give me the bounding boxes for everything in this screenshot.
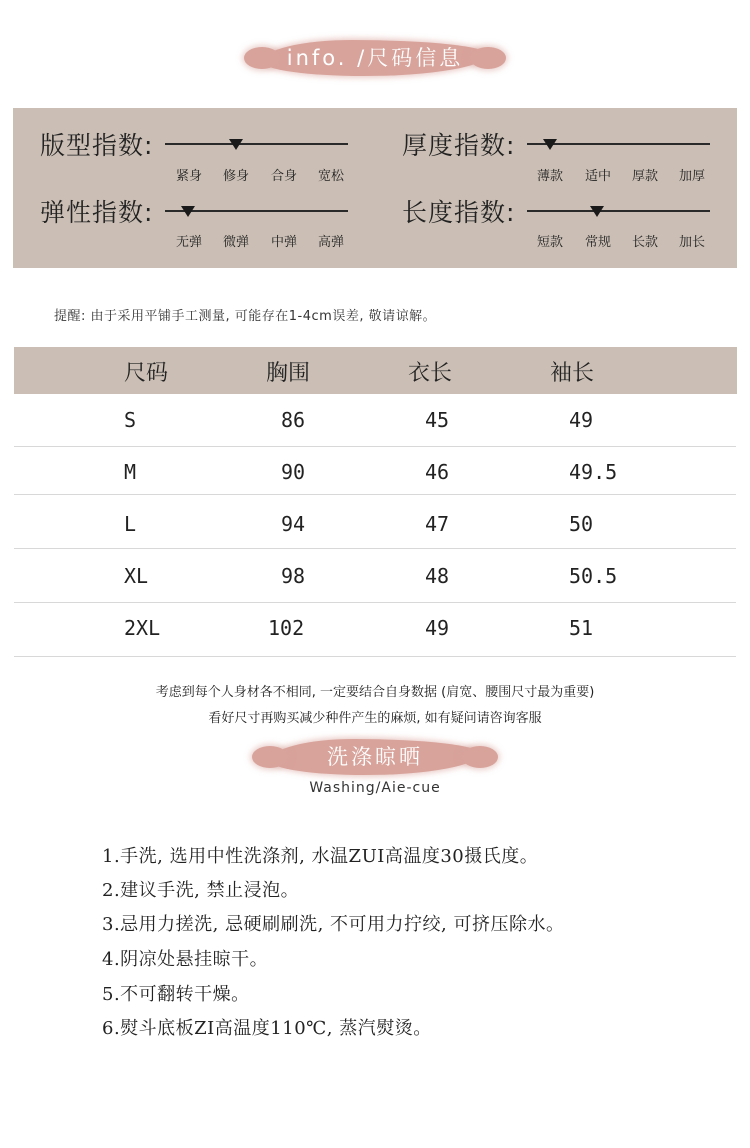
thickness-index-label: 适中: [584, 169, 611, 184]
care-instruction: 2.建议手洗, 禁止浸泡。: [102, 880, 300, 901]
elasticity-index-marker: [181, 206, 195, 217]
fit-index-scale: [165, 143, 348, 145]
wash-header-subtitle: Washing/Aie-cue: [309, 780, 441, 796]
info-header-title: info. /尺码信息: [286, 46, 464, 70]
thickness-index-marker: [543, 139, 557, 150]
size-table-header-cell: 衣长: [408, 361, 453, 386]
care-instruction: 5.不可翻转干燥。: [102, 984, 250, 1005]
size-table-cell: XL: [124, 564, 149, 588]
size-table-cell: 102: [268, 616, 305, 640]
elasticity-index-label: 中弹: [270, 235, 297, 250]
elasticity-index-label: 无弹: [175, 235, 202, 250]
thickness-index-label: 加厚: [678, 169, 705, 184]
size-table-cell: 49.5: [569, 460, 618, 484]
length-index-label: 短款: [536, 235, 563, 250]
care-instruction: 1.手洗, 选用中性洗涤剂, 水温ZUI高温度30摄氏度。: [102, 846, 539, 867]
length-index-marker: [590, 206, 604, 217]
wash-header-title: 洗涤晾晒: [327, 745, 423, 769]
size-table-cell: S: [124, 408, 137, 432]
length-index-label: 长款: [631, 235, 658, 250]
size-table-cell: 50: [569, 512, 594, 536]
size-table-header-cell: 尺码: [124, 361, 169, 386]
size-table-cell: 49: [425, 616, 450, 640]
fit-index-title: 版型指数:: [40, 131, 154, 160]
length-index-title: 长度指数:: [402, 198, 516, 227]
size-table-cell: 46: [425, 460, 450, 484]
care-instruction: 3.忌用力搓洗, 忌硬刷刷洗, 不可用力拧绞, 可挤压除水。: [102, 914, 565, 935]
thickness-index-label: 薄款: [536, 169, 563, 184]
size-table-cell: L: [124, 512, 137, 536]
size-table-header-cell: 胸围: [266, 361, 311, 386]
table-row-divider: [14, 656, 736, 657]
size-table-cell: 51: [569, 616, 594, 640]
table-row-divider: [14, 446, 736, 447]
size-advice-line: 考虑到每个人身材各不相同, 一定要结合自身数据 (肩宽、腰围尺寸最为重要): [155, 685, 595, 700]
size-table-cell: M: [124, 460, 137, 484]
length-index-label: 加长: [678, 235, 705, 250]
thickness-index-title: 厚度指数:: [402, 131, 516, 160]
table-row-divider: [14, 494, 736, 495]
size-table-cell: 50.5: [569, 564, 618, 588]
elasticity-index-label: 微弹: [222, 235, 249, 250]
size-table-cell: 45: [425, 408, 450, 432]
size-table-cell: 98: [281, 564, 306, 588]
fit-index-label: 紧身: [175, 169, 202, 184]
fit-index-marker: [229, 139, 243, 150]
size-table-cell: 94: [281, 512, 306, 536]
size-table-cell: 90: [281, 460, 306, 484]
size-advice-line: 看好尺寸再购买减少种件产生的麻烦, 如有疑问请咨询客服: [208, 711, 542, 726]
measurement-note: 提醒: 由于采用平铺手工测量, 可能存在1-4cm误差, 敬请谅解。: [54, 309, 437, 324]
fit-index-label: 修身: [222, 169, 249, 184]
table-row-divider: [14, 548, 736, 549]
care-instruction: 6.熨斗底板ZI高温度110℃, 蒸汽熨烫。: [102, 1018, 432, 1039]
elasticity-index-title: 弹性指数:: [40, 198, 154, 227]
length-index-label: 常规: [584, 235, 611, 250]
size-table-cell: 48: [425, 564, 450, 588]
size-table-cell: 49: [569, 408, 594, 432]
elasticity-index-label: 高弹: [317, 235, 344, 250]
size-table-cell: 86: [281, 408, 306, 432]
care-instruction: 4.阴凉处悬挂晾干。: [102, 949, 269, 970]
fit-index-label: 合身: [270, 169, 297, 184]
size-table-header: [14, 347, 737, 394]
size-table-header-cell: 袖长: [550, 361, 595, 386]
size-table-cell: 2XL: [124, 616, 161, 640]
thickness-index-label: 厚款: [631, 169, 658, 184]
fit-index-label: 宽松: [317, 169, 344, 184]
table-row-divider: [14, 602, 736, 603]
length-index-scale: [527, 210, 710, 212]
size-table-cell: 47: [425, 512, 450, 536]
